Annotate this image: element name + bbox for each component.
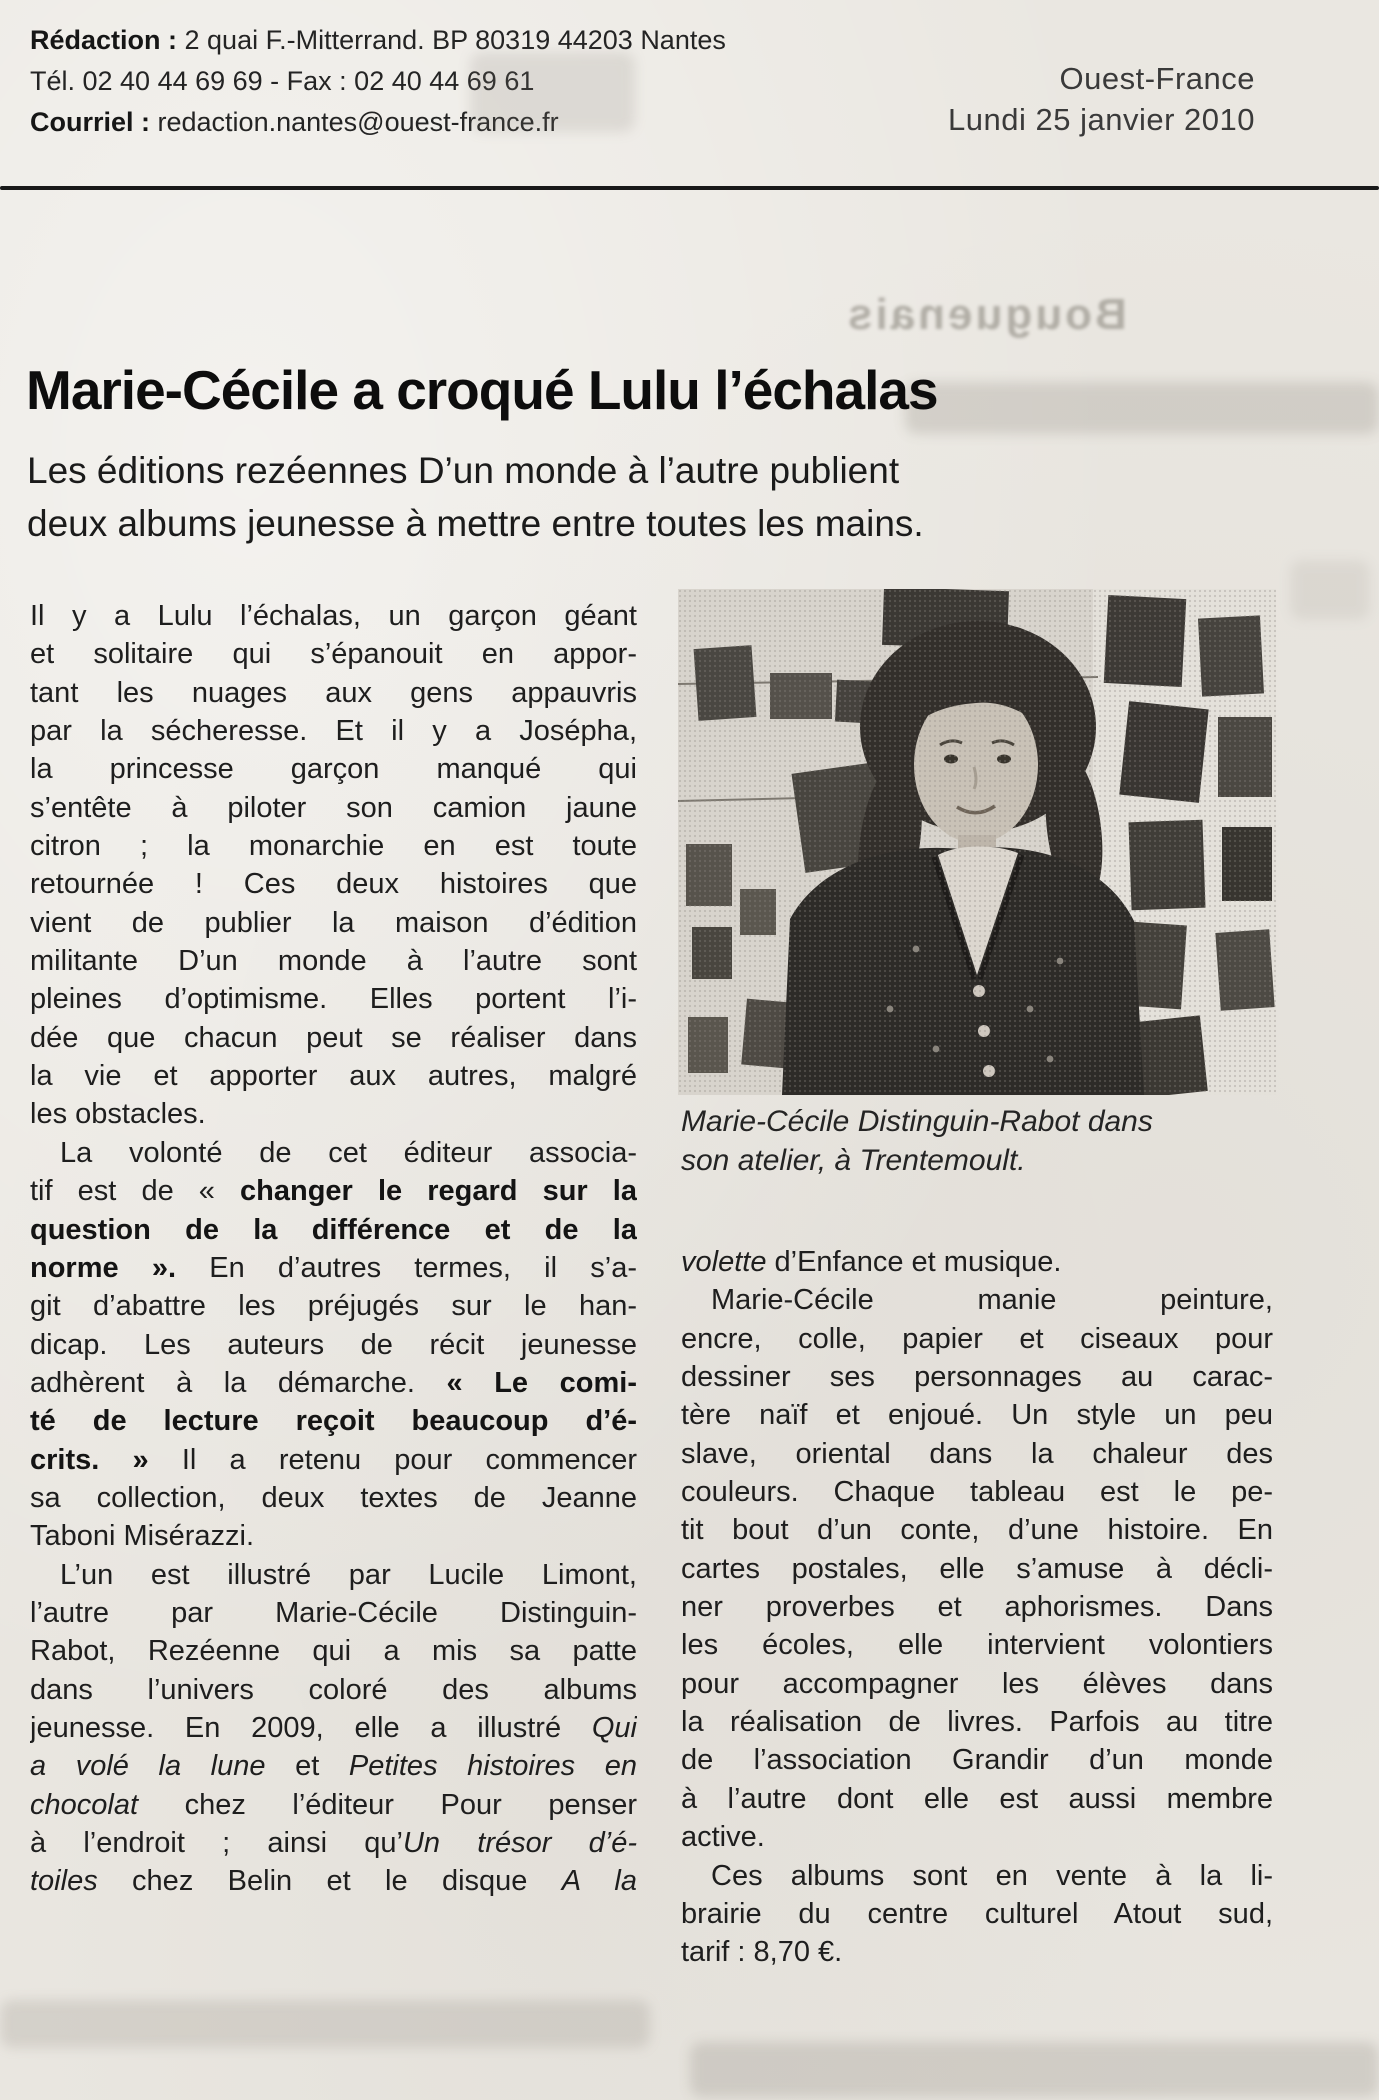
body-text-segment: et	[265, 1750, 349, 1783]
bleed-through-text: Bouguenais	[845, 290, 1127, 339]
body-text-segment: tère naïf et enjoué. Un style un peu	[681, 1399, 1273, 1432]
body-text-segment: « Le comi-	[446, 1366, 637, 1399]
body-line	[30, 827, 637, 865]
body-line	[681, 1780, 1273, 1818]
body-text-segment: dans l’univers coloré des albums	[30, 1673, 637, 1706]
body-text-segment: ner proverbes et aphorismes. Dans	[681, 1591, 1273, 1624]
photo-caption	[681, 1102, 1153, 1180]
body-text-segment: brairie du centre culturel Atout sud,	[681, 1897, 1273, 1930]
body-line	[681, 1281, 1273, 1319]
body-text-segment: couleurs. Chaque tableau est le pe-	[681, 1476, 1273, 1509]
body-text-segment: tit bout d’un conte, d’une histoire. En	[681, 1514, 1273, 1547]
body-line	[30, 1632, 637, 1670]
body-line	[681, 1550, 1273, 1588]
masthead-edition-block	[948, 58, 1255, 140]
body-text-segment: tarif : 8,70 €.	[681, 1936, 843, 1969]
body-text-segment: L’un est illustré par Lucile Limont,	[60, 1558, 637, 1591]
body-line	[30, 1402, 637, 1440]
body-text-segment: la réalisation de livres. Parfois au titre	[681, 1706, 1273, 1739]
body-text-segment: les écoles, elle intervient volontiers	[681, 1629, 1273, 1662]
body-line	[30, 942, 637, 980]
body-text-segment: dicap. Les auteurs de récit jeunesse	[30, 1328, 637, 1361]
body-line	[30, 635, 637, 673]
body-line	[30, 1594, 637, 1632]
body-text-segment: pleines d’optimisme. Elles portent l’i-	[30, 983, 637, 1016]
body-text-segment: la princesse garçon manqué qui	[30, 753, 637, 786]
body-text-segment: Ces albums sont en vente à la li-	[711, 1859, 1273, 1892]
body-text-segment: Marie-Cécile manie peinture,	[711, 1284, 1273, 1317]
article-subtitle-line-2: deux albums jeunesse à mettre entre toutes les mains.	[27, 503, 924, 544]
body-line	[30, 750, 637, 788]
body-text-segment: tif est de «	[30, 1175, 241, 1208]
body-text-segment: de l’association Grandir d’un monde	[681, 1744, 1273, 1777]
article-subtitle-line-1: Les éditions rezéennes D’un monde à l’autre publient	[27, 450, 900, 491]
body-line	[30, 1556, 637, 1594]
body-line	[30, 1172, 637, 1210]
body-line	[681, 1588, 1273, 1626]
body-text-segment: sa collection, deux textes de Jeanne	[30, 1481, 637, 1514]
body-text-segment: A la	[561, 1865, 637, 1898]
body-line	[30, 597, 637, 635]
body-text-segment: git d’abattre les préjugés sur le han-	[30, 1290, 637, 1323]
bleed-through-artifact	[1290, 560, 1370, 620]
body-line	[30, 1786, 637, 1824]
body-text-segment: citron ; la monarchie en est toute	[30, 830, 637, 863]
body-line	[681, 1320, 1273, 1358]
body-text-segment: Il a retenu pour commencer	[148, 1443, 637, 1476]
body-text-segment: volette	[681, 1246, 767, 1278]
body-text-segment: encre, colle, papier et ciseaux pour	[681, 1322, 1273, 1355]
body-text-segment: question de la différence et de la	[30, 1213, 637, 1246]
body-text-segment: dessiner ses personnages au carac-	[681, 1361, 1273, 1394]
body-line	[681, 1741, 1273, 1779]
body-text-segment: Un trésor d’é-	[402, 1827, 637, 1859]
masthead-email-text: redaction.nantes@ouest-france.fr	[150, 107, 559, 137]
body-line	[30, 1441, 637, 1479]
body-line	[30, 789, 637, 827]
body-text-segment: cartes postales, elle s’amuse à décli-	[681, 1552, 1273, 1585]
body-line	[681, 1511, 1273, 1549]
body-text-segment: par la sécheresse. Et il y a Josépha,	[30, 715, 637, 748]
masthead-address-text: 2 quai F.-Mitterrand. BP 80319 44203 Nantes	[177, 25, 726, 55]
body-text-segment: norme ».	[30, 1251, 177, 1284]
body-text-segment: Qui	[591, 1711, 637, 1744]
body-text-segment: En d’autres termes, il s’a-	[176, 1251, 637, 1284]
body-line	[681, 1703, 1273, 1741]
body-line	[30, 1326, 637, 1364]
photo-caption-line-1: Marie-Cécile Distinguin-Rabot dans	[681, 1105, 1153, 1138]
body-text-segment: à l’endroit ; ainsi qu’	[30, 1827, 403, 1859]
body-line	[30, 1479, 637, 1517]
article-photo	[678, 589, 1276, 1095]
body-text-segment: Il y a Lulu l’échalas, un garçon géant	[30, 600, 637, 632]
body-text-segment: l’autre par Marie-Cécile Distinguin-	[30, 1596, 637, 1629]
body-text-segment: tant les nuages aux gens appauvris	[30, 676, 637, 709]
body-line	[681, 1933, 1273, 1971]
body-line	[681, 1818, 1273, 1856]
body-line	[30, 1249, 637, 1287]
bleed-through-artifact	[0, 2000, 650, 2048]
body-text-segment: chez l’éditeur Pour penser	[138, 1788, 637, 1821]
body-line	[30, 980, 637, 1018]
body-line	[30, 1057, 637, 1095]
body-text-segment: d’Enfance et musique.	[766, 1246, 1062, 1278]
body-line	[30, 674, 637, 712]
body-text-segment: chocolat	[30, 1788, 139, 1821]
body-text-segment: s’entête à piloter son camion jaune	[30, 791, 637, 824]
body-text-segment: active.	[681, 1821, 765, 1854]
body-line	[30, 1095, 637, 1133]
body-line	[30, 1019, 637, 1057]
body-line	[30, 1709, 637, 1747]
divider-rule	[0, 186, 1379, 190]
body-text-segment: dée que chacun peut se réaliser dans	[30, 1021, 637, 1054]
body-line	[30, 1517, 637, 1555]
body-column-right	[681, 1243, 1273, 1972]
body-line	[30, 1287, 637, 1325]
body-text-segment: Petites histoires en	[348, 1750, 637, 1783]
body-text-segment: vient de publier la maison d’édition	[30, 906, 637, 939]
article-subtitle	[27, 444, 924, 550]
body-text-segment: retournée ! Ces deux histoires que	[30, 868, 637, 901]
body-line	[681, 1895, 1273, 1933]
body-line	[30, 904, 637, 942]
body-line	[681, 1358, 1273, 1396]
body-line	[30, 1862, 637, 1900]
body-text-segment: crits. »	[30, 1443, 149, 1476]
body-text-segment: militante D’un monde à l’autre sont	[30, 945, 637, 978]
body-line	[681, 1396, 1273, 1434]
body-text-segment: toiles	[30, 1865, 98, 1898]
article-title: Marie-Cécile a croqué Lulu l’échalas	[26, 359, 938, 421]
body-column-left	[30, 597, 637, 1901]
body-text-segment: à l’autre dont elle est aussi membre	[681, 1782, 1273, 1815]
body-line	[681, 1626, 1273, 1664]
body-text-segment: changer le regard sur la	[240, 1175, 637, 1208]
body-text-segment: a volé la lune	[30, 1750, 266, 1783]
masthead-phone-text: Tél. 02 40 44 69 69 - Fax : 02 40 44 69 61	[30, 66, 535, 96]
body-text-segment: La volonté de cet éditeur associa-	[60, 1136, 637, 1169]
newspaper-name: Ouest-France	[1059, 61, 1255, 96]
body-line	[681, 1243, 1273, 1281]
bleed-through-artifact	[690, 2042, 1379, 2097]
body-line	[30, 1364, 637, 1402]
body-line	[681, 1473, 1273, 1511]
photo-caption-line-2: son atelier, à Trentemoult.	[681, 1144, 1026, 1177]
body-text-segment: slave, oriental dans la chaleur des	[681, 1437, 1273, 1470]
body-line	[681, 1857, 1273, 1895]
issue-date: Lundi 25 janvier 2010	[948, 102, 1255, 137]
body-line	[30, 1824, 637, 1862]
photo-illustration	[678, 589, 1276, 1095]
body-text-segment: pour accompagner les élèves dans	[681, 1667, 1273, 1700]
body-line	[30, 865, 637, 903]
bleed-through-artifact	[905, 382, 1379, 434]
body-line	[30, 1747, 637, 1785]
bleed-through-artifact	[470, 52, 635, 132]
masthead-email-label: Courriel :	[30, 107, 151, 137]
body-text-segment: Rabot, Rezéenne qui a mis sa patte	[30, 1635, 637, 1668]
body-text-segment: et solitaire qui s’épanouit en appor-	[30, 638, 637, 671]
body-line	[30, 712, 637, 750]
body-text-segment: chez Belin et le disque	[97, 1865, 562, 1898]
body-text-segment: la vie et apporter aux autres, malgré	[30, 1060, 637, 1093]
body-line	[30, 1134, 637, 1172]
body-line	[30, 1671, 637, 1709]
body-text-segment: adhèrent à la démarche.	[30, 1366, 447, 1399]
masthead-address-label: Rédaction :	[30, 25, 178, 55]
body-line	[681, 1435, 1273, 1473]
body-text-segment: jeunesse. En 2009, elle a illustré	[30, 1711, 592, 1744]
body-text-segment: Taboni Misérazzi.	[30, 1520, 255, 1553]
body-text-segment: té de lecture reçoit beaucoup d’é-	[30, 1405, 637, 1438]
body-line	[30, 1211, 637, 1249]
body-text-segment: les obstacles.	[30, 1098, 206, 1131]
body-line	[681, 1665, 1273, 1703]
